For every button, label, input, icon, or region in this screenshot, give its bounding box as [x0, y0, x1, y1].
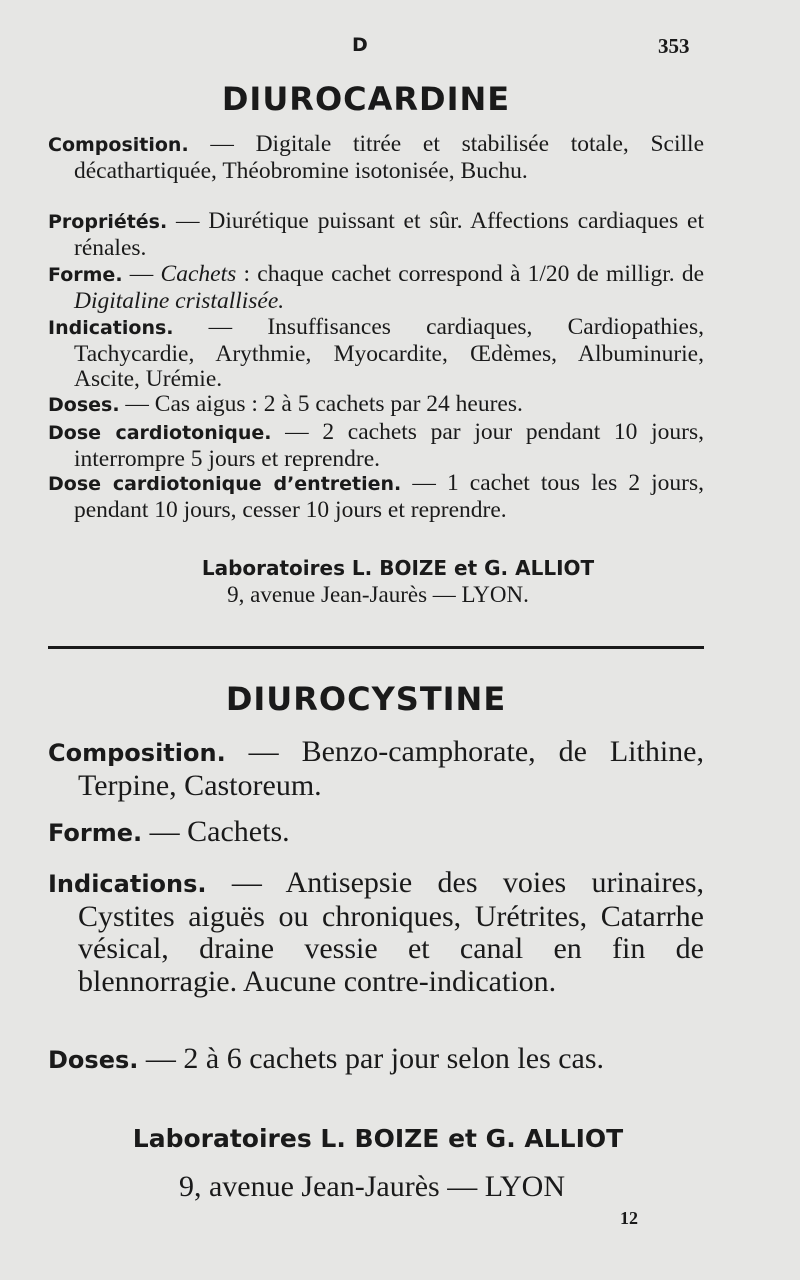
diurocystine-indications [48, 867, 704, 998]
diurocystine-composition [48, 736, 704, 802]
composition-label: Composition. [48, 739, 226, 767]
diurocystine-doses [48, 1043, 704, 1077]
forme-cachets: Cachets [160, 261, 237, 287]
page-number: 353 [658, 34, 690, 58]
section-divider [48, 646, 704, 649]
proprietes-label: Propriétés. [48, 211, 168, 233]
diurocardine-proprietes [48, 209, 704, 261]
diurocardine-dose-cardiotonique [48, 420, 704, 472]
forme-italic: Digitaline cristallisée. [74, 287, 285, 314]
running-head-letter: D [352, 34, 368, 56]
signature-number: 12 [620, 1208, 638, 1228]
dose-entretien-label: Dose cardiotonique d’entretien. [48, 473, 402, 495]
indications-label: Indications. [48, 870, 207, 898]
diurocystine-lab-name: Laboratoires L. BOIZE et G. ALLIOT [132, 1124, 624, 1153]
forme-text: : chaque cachet correspond à 1/20 de milligr. de [243, 261, 705, 287]
composition-text: — Benzo-camphorate, de Lithine, Terpine, Castoreum. [78, 735, 705, 802]
indications-text: — Antisepsie des voies urinaires, Cystites aiguës ou chroniques, Urétrites, Catarrhe vésical, draine vessie et canal en fin de blennorragie. Aucune contre-indication. [78, 866, 704, 998]
composition-label: Composition. [48, 134, 189, 156]
indications-label: Indications. [48, 317, 174, 339]
diurocystine-forme [48, 816, 704, 850]
diurocardine-composition [48, 132, 704, 184]
indications-text: — Insuffisances cardiaques, Cardiopathies, Tachycardie, Arythmie, Myocardite, Œdèmes, Albuminurie, Ascite, Urémie. [74, 314, 704, 392]
product-title-diurocardine: DIUROCARDINE [221, 80, 511, 118]
doses-text: — 2 à 6 cachets par jour selon les cas. [145, 1042, 605, 1075]
doses-label: Doses. [48, 1046, 139, 1074]
forme-label: Forme. [48, 819, 143, 847]
diurocardine-indications [48, 315, 704, 393]
diurocardine-doses [48, 392, 704, 419]
forme-dash: — [129, 261, 154, 287]
diurocardine-forme [48, 262, 704, 314]
doses-label: Doses. [48, 394, 120, 416]
composition-text: — Digitale titrée et stabilisée totale, Scille décathartiquée, Théobromine isotonisée, Buchu. [74, 131, 704, 184]
proprietes-text: — Diurétique puissant et sûr. Affections cardiaques et rénales. [74, 208, 704, 261]
dose-entretien-text: — 1 cachet tous les 2 jours, pendant 10 jours, cesser 10 jours et reprendre. [74, 470, 705, 523]
forme-text: — Cachets. [149, 815, 290, 848]
diurocardine-dose-entretien [48, 471, 704, 523]
forme-label: Forme. [48, 264, 123, 286]
diurocardine-lab-address: 9, avenue Jean-Jaurès — LYON. [227, 582, 529, 607]
product-title-diurocystine: DIUROCYSTINE [225, 680, 507, 718]
dose-cardio-text: — 2 cachets par jour pendant 10 jours, interrompre 5 jours et reprendre. [74, 419, 704, 472]
diurocardine-lab-name: Laboratoires L. BOIZE et G. ALLIOT [201, 556, 595, 580]
doses-text: — Cas aigus : 2 à 5 cachets par 24 heures. [125, 391, 523, 417]
diurocystine-lab-address: 9, avenue Jean-Jaurès — LYON [178, 1170, 566, 1203]
dose-cardio-label: Dose cardiotonique. [48, 422, 272, 444]
